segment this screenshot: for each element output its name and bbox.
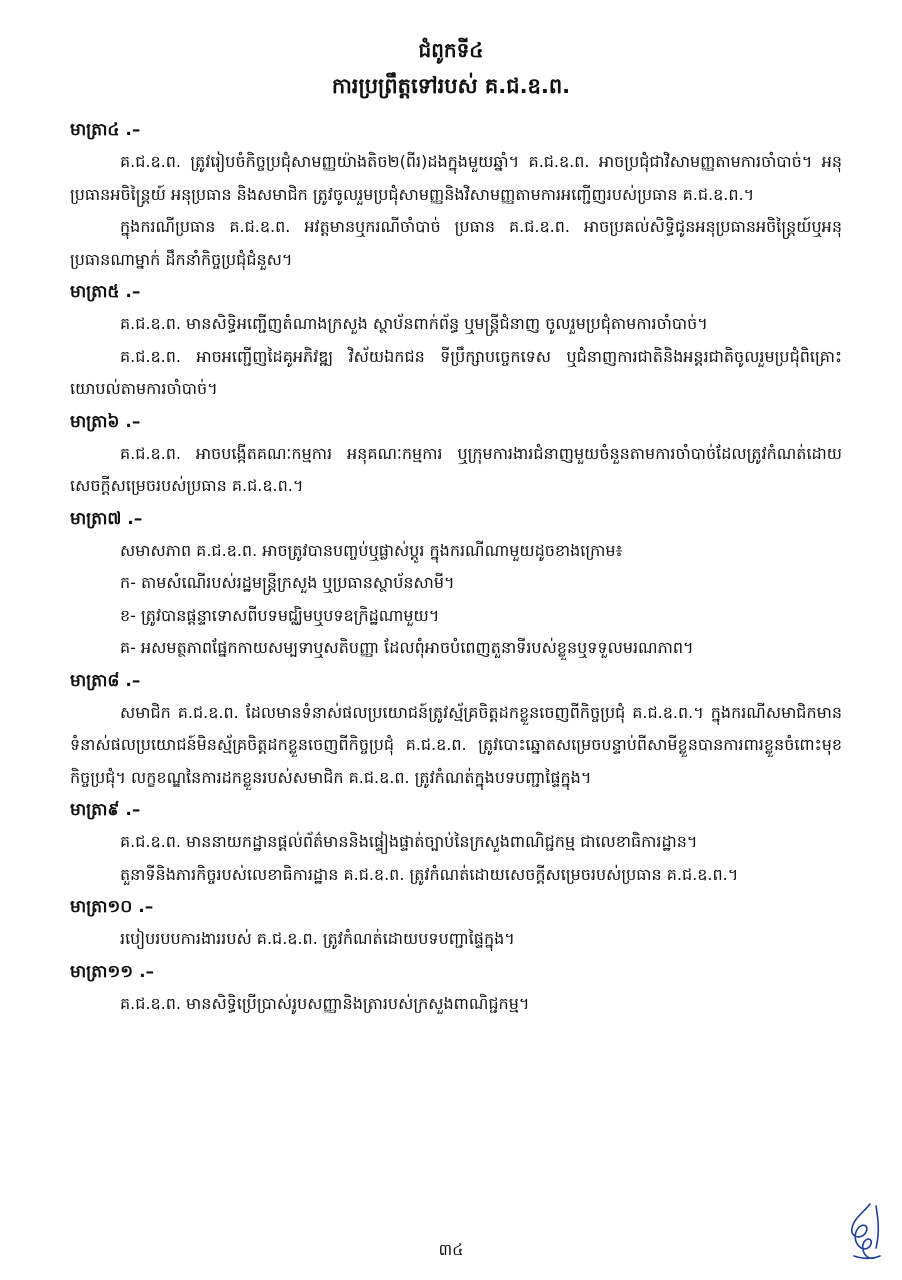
paragraph: ក្នុងករណីប្រធាន គ.ជ.ឧ.ព. អវត្តមានឬករណីចាំបាច់ ប្រធាន គ.ជ.ឧ.ព. អាចប្រគល់សិទ្ធិជូនអនុប្រធានអចិន្ត្រៃយ៍ឬអនុប្រធានណាម្នាក់ ដឹកនាំកិច្ចប្រជុំជំនួស។ — [70, 217, 842, 269]
article-4 — [70, 114, 842, 276]
chapter-number: ជំពូកទី៤ — [418, 38, 484, 62]
page-number: ៣៤ — [438, 1240, 464, 1259]
paragraph: របៀបរបបការងាររបស់ គ.ជ.ឧ.ព. ត្រូវកំណត់ដោយបទបញ្ជាផ្ទៃក្នុង។ — [120, 929, 515, 948]
article-heading: មាត្រា១១ .– — [70, 961, 155, 982]
article-heading: មាត្រា៥ .– — [70, 282, 141, 302]
signature-icon — [840, 1198, 888, 1268]
article-5 — [70, 276, 842, 406]
chapter-title: ការប្រព្រឹត្តទៅរបស់ គ.ជ.ឧ.ព. — [331, 74, 571, 98]
paragraph: សមាជិក គ.ជ.ឧ.ព. ដែលមានទំនាស់ផលប្រយោជន៍ត្រូវស្ម័គ្រចិត្តដកខ្លួនចេញពីកិច្ចប្រជុំ គ.ជ.ឧ.ព.។ ក្នុងករណីសមាជិកមានទំនាស់ផលប្រយោជន៍មិនស្ម័គ្រចិត្តដកខ្លួនចេញពីកិច្ចប្រជុំ គ.ជ.ឧ.ព. ត្រូវបោះឆ្នោតសម្រេចបន្ទាប់ពីសាមីខ្លួនបានការពារខ្លួនចំពោះមុខកិច្ចប្រជុំ។ លក្ខខណ្ឌនៃការដកខ្លួនរបស់សមាជិក គ.ជ.ឧ.ព. ត្រូវកំណត់ក្នុងបទបញ្ជាផ្ទៃក្នុង។ — [70, 702, 842, 787]
paragraph: គ.ជ.ឧ.ព. ត្រូវរៀបចំកិច្ចប្រជុំសាមញ្ញយ៉ាងតិច២(ពីរ)ដងក្នុងមួយឆ្នាំ។ គ.ជ.ឧ.ព. អាចប្រជុំជាវិសាមញ្ញតាមការចាំបាច់។ អនុប្រធានអចិន្ត្រៃយ៍ អនុប្រធាន និងសមាជិក ត្រូវចូលរួមប្រជុំសាមញ្ញនិងវិសាមញ្ញតាមការអញ្ជើញរបស់ប្រធាន គ.ជ.ឧ.ព.។ — [70, 152, 842, 204]
paragraph: គ.ជ.ឧ.ព. អាចអញ្ជើញដៃគូអភិវឌ្ឍ វិស័យឯកជន ទីប្រឹក្សាបច្ចេកទេស ឬជំនាញការជាតិនិងអន្តរជាតិចូលរួមប្រជុំពិគ្រោះយោបល់តាមការចាំបាច់។ — [70, 346, 842, 398]
paragraph: តួនាទីនិងភារកិច្ចរបស់លេខាធិការដ្ឋាន គ.ជ.ឧ.ព. ត្រូវកំណត់ដោយសេចក្តីសម្រេចរបស់ប្រធាន គ.ជ.ឧ.ព.។ — [120, 864, 739, 884]
list-item: ក- តាមសំណើរបស់រដ្ឋមន្ត្រីក្រសួង ឬប្រធានស្ថាប័នសាមី។ — [120, 573, 455, 592]
article-7 — [70, 503, 842, 665]
paragraph: សមាសភាព គ.ជ.ឧ.ព. អាចត្រូវបានបញ្ចប់ឬផ្លាស់ប្តូរ ក្នុងករណីណាមួយដូចខាងក្រោម៖ — [120, 540, 623, 560]
paragraph: គ.ជ.ឧ.ព. មាននាយកដ្ឋានផ្តល់ព័ត៌មាននិងផ្ទៀងផ្ទាត់ច្បាប់នៃក្រសួងពាណិជ្ជកម្ម ជាលេខាធិការដ្ឋាន។ — [120, 832, 698, 851]
article-6 — [70, 406, 842, 503]
article-heading: មាត្រា៨ .– — [70, 670, 141, 691]
list-item: គ- អសមត្ថភាពផ្នែកកាយសម្បទាឬសតិបញ្ញា ដែលពុំអាចបំពេញតួនាទីរបស់ខ្លួនឬទទួលមរណភាព។ — [120, 638, 694, 657]
paragraph: គ.ជ.ឧ.ព. អាចបង្កើតគណៈកម្មការ អនុគណៈកម្មការ ឬក្រុមការងារជំនាញមួយចំនួនតាមការចាំបាច់ដែលត្រូវកំណត់ដោយសេចក្តីសម្រេចរបស់ប្រធាន គ.ជ.ឧ.ព.។ — [70, 443, 842, 495]
article-heading: មាត្រា៤ .– — [70, 120, 141, 140]
document-body — [70, 114, 842, 1020]
article-heading: មាត្រា១០ .– — [70, 897, 154, 917]
article-8 — [70, 665, 842, 795]
article-10 — [70, 891, 842, 956]
paragraph: គ.ជ.ឧ.ព. មានសិទ្ធិអញ្ជើញតំណាងក្រសួង ស្ថាប័នពាក់ព័ន្ធ ឬមន្ត្រីជំនាញ ចូលរួមប្រជុំតាមការចាំបាច់។ — [120, 314, 708, 333]
article-11 — [70, 956, 842, 1021]
article-heading: មាត្រា៩ .– — [70, 800, 141, 820]
article-heading: មាត្រា៦ .– — [70, 411, 141, 432]
article-9 — [70, 794, 842, 891]
list-item: ខ- ត្រូវបានផ្តន្ទាទោសពីបទមជ្ឈិមឬបទឧក្រិដ្ឋណាមួយ។ — [120, 605, 440, 625]
paragraph: គ.ជ.ឧ.ព. មានសិទ្ធិប្រើប្រាស់រូបសញ្ញានិងត្រារបស់ក្រសួងពាណិជ្ជកម្ម។ — [120, 993, 530, 1013]
article-heading: មាត្រា៧ .– — [70, 508, 143, 529]
